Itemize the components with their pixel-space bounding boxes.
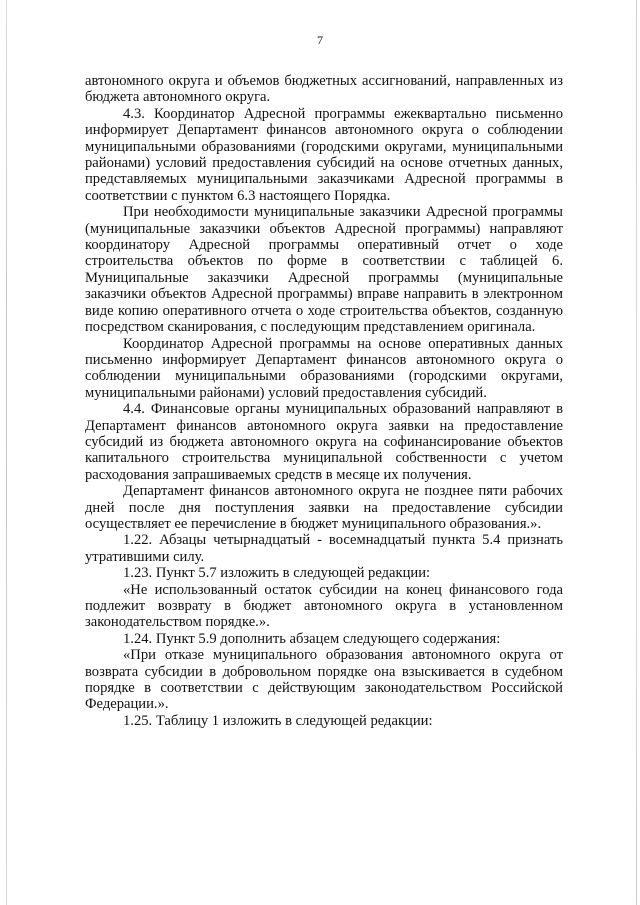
- page-number: 7: [317, 33, 323, 47]
- paragraph-4-4: 4.4. Финансовые органы муниципальных образований направляют в Департамент финансов автономного округа заявки на предоставление субсидий из бюджета автономного округа на софинансирование объектов капитального строительства муниципальной собственности с учетом расходования запрашиваемых средств в месяце их получения.: [85, 401, 563, 483]
- paragraph-4-3: 4.3. Координатор Адресной программы ежеквартально письменно информирует Департамент финансов автономного округа о соблюдении муниципальными образованиями (городскими округами, муниципальными районами) условий предоставления субсидий на основе отчетных данных, представляемых муниципальными заказчиками Адресной программы в соответствии с пунктом 6.3 настоящего Порядка.: [85, 105, 563, 204]
- paragraph-quote-5-9: «При отказе муниципального образования автономного округа от возврата субсидии в добровольном порядке она взыскивается в судебном порядке в соответствии с действующим законодательством Российской Федерации.».: [85, 647, 563, 713]
- paragraph-continuation: автономного округа и объемов бюджетных ассигнований, направленных из бюджета автономного округа.: [85, 73, 563, 106]
- paragraph-coordinator-informs: Координатор Адресной программы на основе оперативных данных письменно информирует Департамент финансов автономного округа о соблюдении муниципальными образованиями (городскими округами, муниципальными районами) условий предоставления субсидий.: [85, 335, 563, 401]
- paragraph-transfer-deadline: Департамент финансов автономного округа не позднее пяти рабочих дней после дня поступления заявки на предоставление субсидии осуществляет ее перечисление в бюджет муниципального образования.».: [85, 483, 563, 532]
- paragraph-1-25: 1.25. Таблицу 1 изложить в следующей редакции:: [123, 712, 433, 729]
- paragraph-1-24: 1.24. Пункт 5.9 дополнить абзацем следующего содержания:: [123, 630, 501, 647]
- scan-edge-left: [6, 0, 7, 905]
- paragraph-1-23: 1.23. Пункт 5.7 изложить в следующей редакции:: [123, 565, 431, 582]
- paragraph-1-22: 1.22. Абзацы четырнадцатый - восемнадцатый пункта 5.4 признать утратившими силу.: [85, 532, 563, 565]
- document-body: [85, 73, 563, 729]
- paragraph-quote-5-7: «Не использованный остаток субсидии на конец финансового года подлежит возврату в бюджет автономного округа в установленном законодательством порядке.».: [85, 581, 563, 631]
- scan-edge-right: [636, 0, 637, 905]
- paragraph-operational-report: При необходимости муниципальные заказчики Адресной программы (муниципальные заказчики объектов Адресной программы) направляют координатору Адресной программы оперативный отчет о ходе строительства объектов по форме в соответствии с таблицей 6. Муниципальные заказчики Адресной программы (муниципальные заказчики объектов Адресной программы) вправе направить в электронном виде копию оперативного отчета о ходе строительства объектов, созданную посредством сканирования, с последующим представлением оригинала.: [85, 204, 563, 336]
